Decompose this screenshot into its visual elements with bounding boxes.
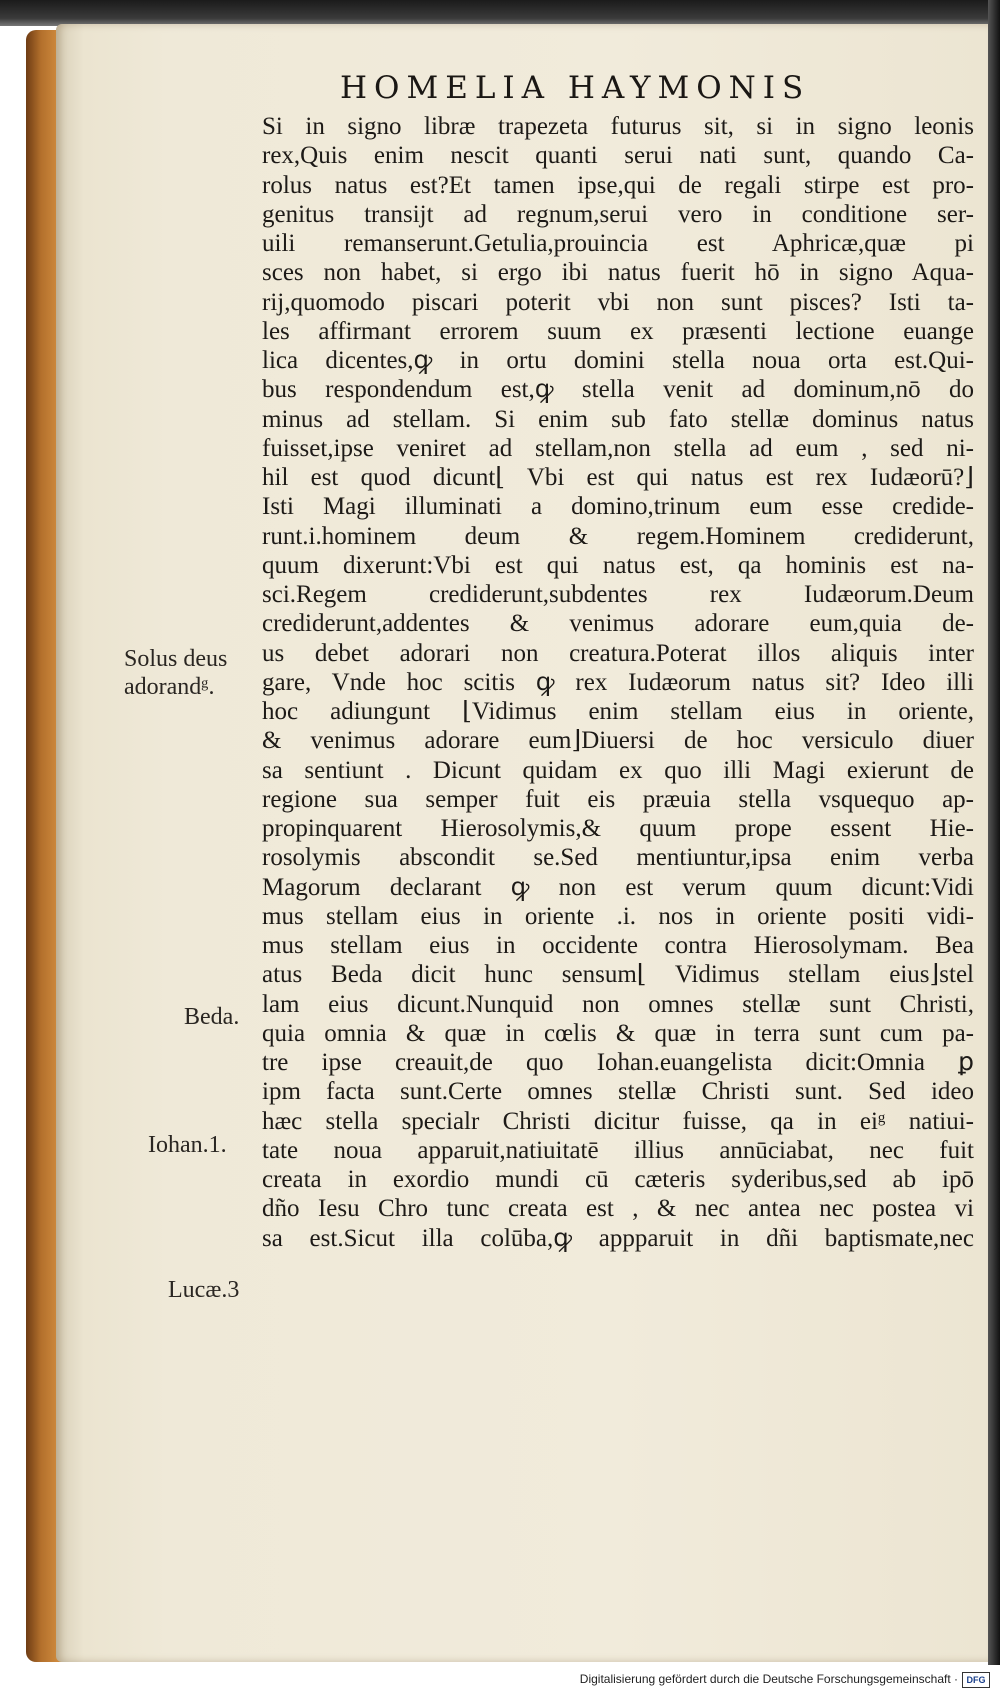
text-line: genitus transijt ad regnum,serui vero in conditione ser-	[262, 200, 974, 228]
text-line: Magorum declarant ꝙ non est verum quum dicunt:Vidi	[262, 873, 974, 901]
text-line: dño Iesu Chro tunc creata est , & nec antea nec postea vi	[262, 1195, 974, 1223]
text-line: sa est.Sicut illa colūba,ꝙ appparuit in dñi baptismate,nec	[262, 1224, 974, 1252]
margin-note-lucae: Lucæ.3	[168, 1277, 240, 1303]
scan-right-shadow	[988, 0, 1000, 1665]
text-line: fuisset,ipse veniret ad stellam,non stella ad eum , sed ni-	[262, 434, 974, 462]
text-line: rosolymis abscondit se.Sed mentiuntur,ipsa enim verba	[262, 844, 974, 872]
running-head: HOMELIA HAYMONIS	[340, 70, 811, 106]
text-line: mus stellam eius in oriente .i. nos in oriente positi vidi-	[262, 902, 974, 930]
text-line: hæc stella specialr Christi dicitur fuisse, qa in eiᵍ natiui-	[262, 1107, 974, 1135]
scan-top-shadow	[0, 0, 1000, 26]
text-line: atus Beda dicit hunc sensum⌊ Vidimus stellam eius⌋stel	[262, 961, 974, 989]
text-line: propinquarent Hierosolymis,& quum prope essent Hie-	[262, 815, 974, 842]
text-line: runt.i.hominem deum & regem.Hominem crediderunt,	[262, 522, 974, 550]
text-line: crediderunt,addentes & venimus adorare eum,quia de-	[262, 610, 974, 638]
text-line: ipm facta sunt.Certe omnes stellæ Christi sunt. Sed ideo	[262, 1078, 974, 1106]
text-line: tre ipse creauit,de quo Iohan.euangelista dicit:Omnia ꝑ	[262, 1049, 974, 1076]
digitization-footer	[0, 1665, 1000, 1693]
text-line: gare, Vnde hoc scitis ꝙ rex Iudæorum natus sit? Ideo illi	[262, 668, 974, 696]
text-line: hoc adiungunt ⌊Vidimus enim stellam eius in oriente,	[262, 698, 974, 725]
text-line: hil est quod dicunt⌊ Vbi est qui natus est rex Iudæorū?⌋	[262, 464, 974, 491]
margin-note-adorandus: adorandᵍ.	[124, 674, 215, 700]
margin-note-solus-deus: Solus deus	[124, 646, 228, 672]
margin-note-iohan: Iohan.1.	[148, 1132, 227, 1158]
text-line: rij,quomodo piscari poterit vbi non sunt pisces? Isti ta-	[262, 288, 974, 316]
text-line: sces non habet, si ergo ibi natus fuerit hō in signo Aqua-	[262, 259, 974, 287]
text-line: us debet adorari non creatura.Poterat illos aliquis inter	[262, 639, 974, 667]
text-line: mus stellam eius in occidente contra Hierosolymam. Bea	[262, 932, 974, 959]
text-line: sci.Regem crediderunt,subdentes rex Iudæorum.Deum	[262, 581, 974, 608]
text-line: & venimus adorare eum⌋Diuersi de hoc versiculo diuer	[262, 727, 974, 755]
text-line: creata in exordio mundi cū cæteris syderibus,sed ab ipō	[262, 1166, 974, 1193]
footer-credit: Digitalisierung gefördert durch die Deutsche Forschungsgemeinschaft ·	[579, 1672, 958, 1686]
text-line: uili remanserunt.Getulia,prouincia est Aphricæ,quæ pi	[262, 230, 974, 257]
text-line: Si in signo libræ trapezeta futurus sit, si in signo leonis	[262, 113, 974, 140]
text-line: quum dixerunt:Vbi est qui natus est, qa hominis est na-	[262, 551, 974, 579]
text-line: quia omnia & quæ in cœlis & quæ in terra sunt cum pa-	[262, 1019, 974, 1047]
text-line: bus respondendum est,ꝙ stella venit ad dominum,nō do	[262, 376, 974, 404]
text-line: rex,Quis enim nescit quanti serui nati sunt, quando Ca-	[262, 142, 974, 170]
text-line: sa sentiunt . Dicunt quidam ex quo illi Magi exierunt de	[262, 756, 974, 784]
text-line: minus ad stellam. Si enim sub fato stellæ dominus natus	[262, 405, 974, 433]
dfg-logo: DFG	[962, 1672, 990, 1688]
margin-note-beda: Beda.	[184, 1004, 240, 1030]
text-line: regione sua semper fuit eis præuia stella vsquequo ap-	[262, 785, 974, 813]
text-line: rolus natus est?Et tamen ipse,qui de regali stirpe est pro-	[262, 171, 974, 199]
text-line: Isti Magi illuminati a domino,trinum eum esse credide-	[262, 493, 974, 521]
text-line: les affirmant errorem suum ex præsenti lectione euange	[262, 317, 974, 345]
text-line: lam eius dicunt.Nunquid non omnes stellæ sunt Christi,	[262, 990, 974, 1018]
text-line: tate noua apparuit,natiuitatē illius annūciabat, nec fuit	[262, 1136, 974, 1164]
text-line: lica dicentes,ꝙ in ortu domini stella noua orta est.Qui-	[262, 347, 974, 374]
body-text	[262, 112, 974, 1253]
